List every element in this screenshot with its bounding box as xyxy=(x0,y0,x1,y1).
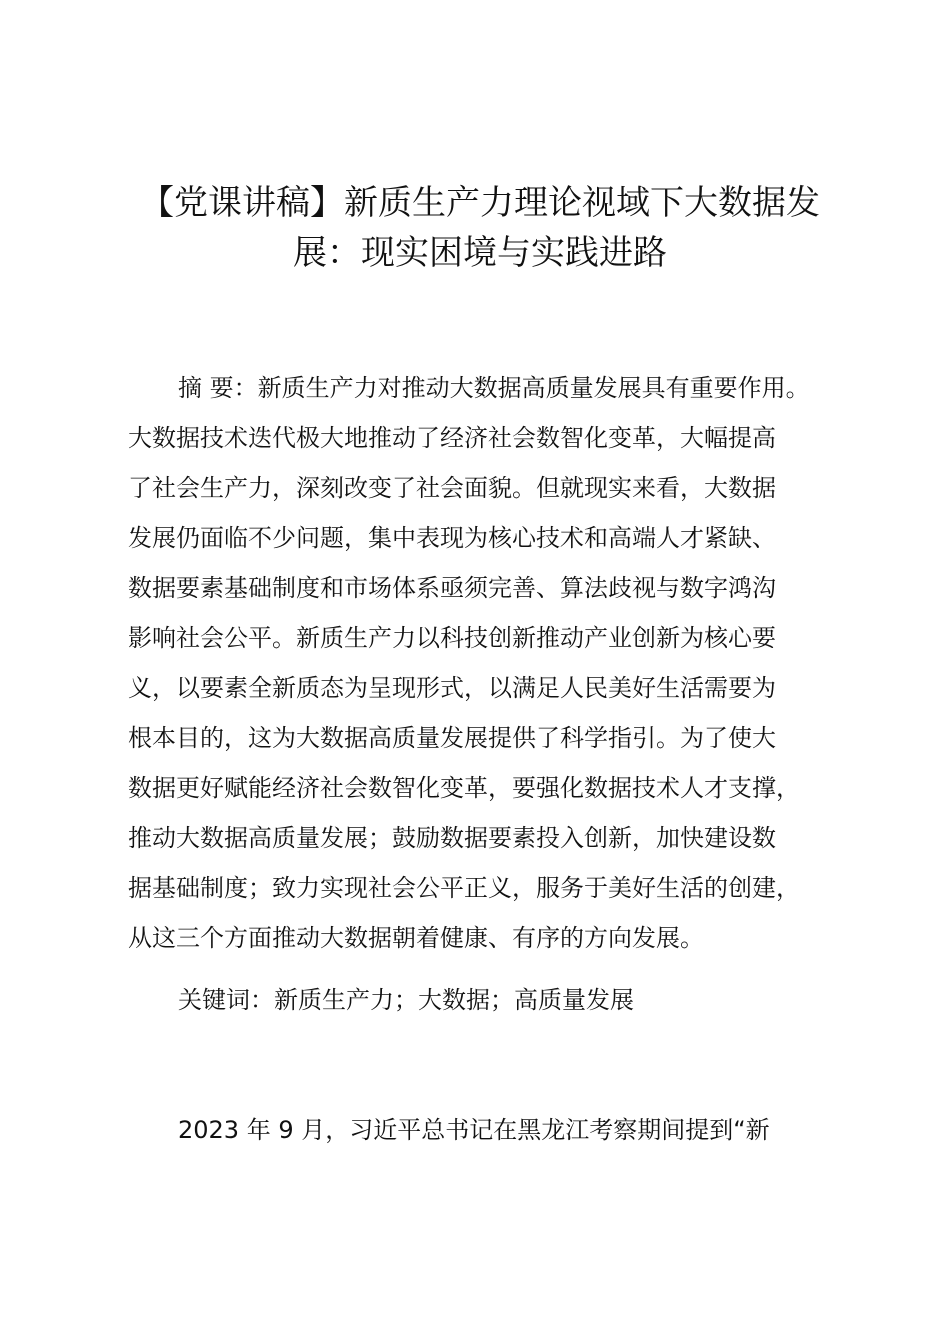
abstract-line: 根本目的，这为大数据高质量发展提供了科学指引。为了使大 xyxy=(128,724,776,752)
abstract-line: 发展仍面临不少问题，集中表现为核心技术和高端人才紧缺、 xyxy=(128,524,776,552)
abstract-line: 据基础制度；致力实现社会公平正义，服务于美好生活的创建， xyxy=(128,874,800,902)
abstract-line: 从这三个方面推动大数据朝着健康、有序的方向发展。 xyxy=(128,924,704,952)
abstract-line: 推动大数据高质量发展；鼓励数据要素投入创新，加快建设数 xyxy=(128,824,776,852)
keywords-line: 关键词：新质生产力；大数据；高质量发展 xyxy=(178,986,634,1014)
abstract-line: 义，以要素全新质态为呈现形式，以满足人民美好生活需要为 xyxy=(128,674,776,702)
abstract-line: 大数据技术迭代极大地推动了经济社会数智化变革，大幅提高 xyxy=(128,424,776,452)
body-paragraph-start: 2023 年 9 月，习近平总书记在黑龙江考察期间提到“新 xyxy=(178,1116,770,1144)
abstract-line: 影响社会公平。新质生产力以科技创新推动产业创新为核心要 xyxy=(128,624,776,652)
abstract-paragraph xyxy=(128,363,863,963)
abstract-line: 数据更好赋能经济社会数智化变革，要强化数据技术人才支撑， xyxy=(128,774,800,802)
title-line: 展：现实困境与实践进路 xyxy=(293,233,667,273)
title-line: 【党课讲稿】新质生产力理论视域下大数据发 xyxy=(140,183,820,223)
abstract-line: 摘 要：新质生产力对推动大数据高质量发展具有重要作用。 xyxy=(178,374,810,402)
document-title xyxy=(120,178,840,278)
abstract-line: 数据要素基础制度和市场体系亟须完善、算法歧视与数字鸿沟 xyxy=(128,574,776,602)
abstract-line: 了社会生产力，深刻改变了社会面貌。但就现实来看，大数据 xyxy=(128,474,776,502)
